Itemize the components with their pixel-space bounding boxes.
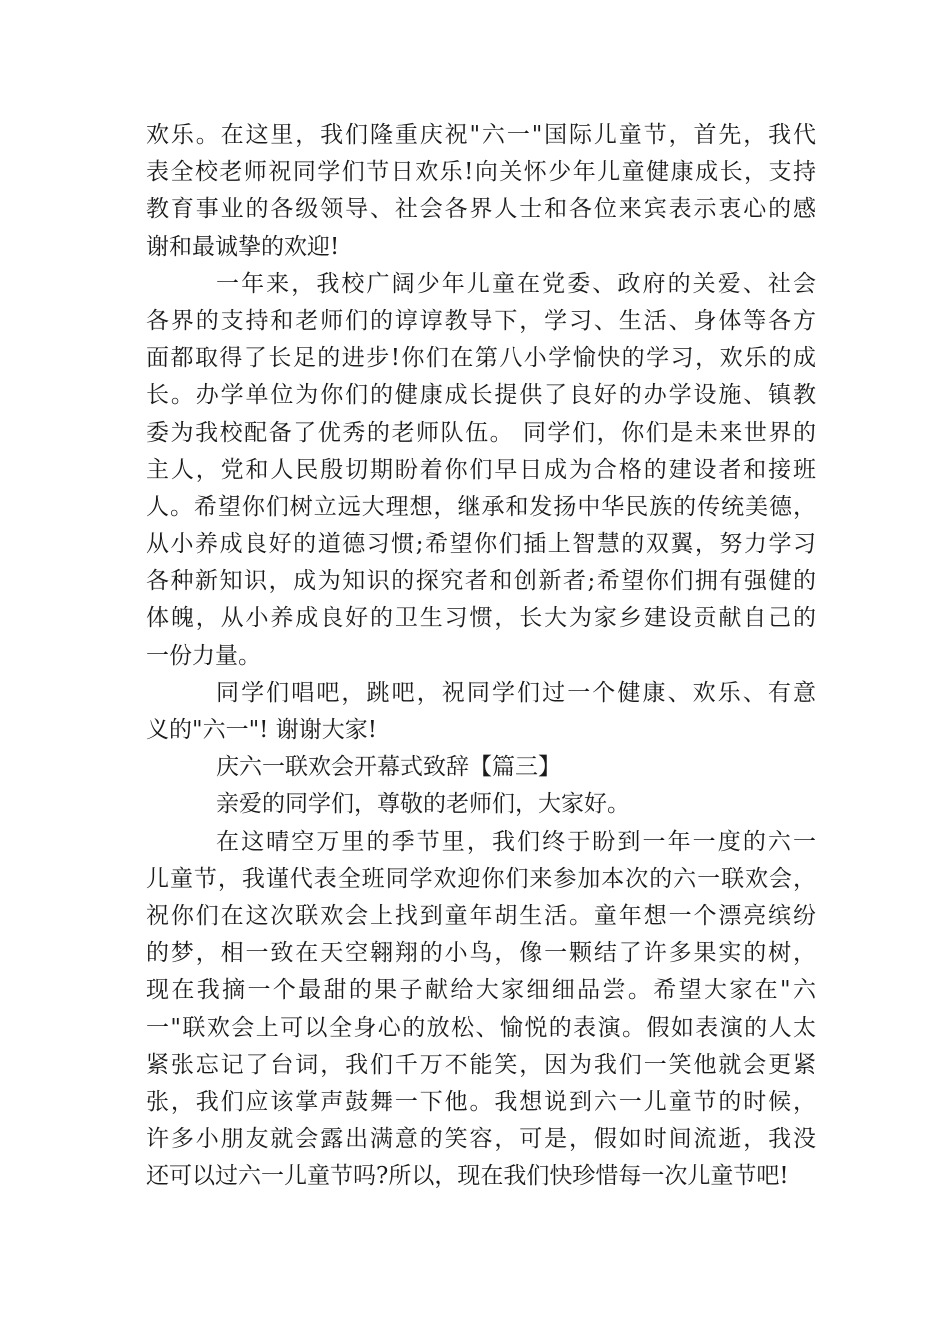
text-line: 祝你们在这次联欢会上找到童年胡生活。童年想一个漂亮缤纷 xyxy=(146,902,816,929)
text-line: 在这晴空万里的季节里，我们终于盼到一年一度的六一 xyxy=(216,828,816,855)
text-line: 的梦，相一致在天空翱翔的小鸟，像一颗结了许多果实的树， xyxy=(146,940,816,967)
body-text xyxy=(146,117,816,1195)
text-line: 紧张忘记了台词，我们千万不能笑，因为我们一笑他就会更紧 xyxy=(146,1051,816,1078)
text-line: 还可以过六一儿童节吗?所以，现在我们快珍惜每一次儿童节吧! xyxy=(146,1163,789,1190)
text-line: 一年来，我校广阔少年儿童在党委、政府的关爱、社会 xyxy=(216,270,816,297)
text-line: 谢和最诚挚的欢迎! xyxy=(146,233,340,260)
text-line: 表全校老师祝同学们节日欢乐!向关怀少年儿童健康成长，支持 xyxy=(146,159,816,186)
text-line: 义的"六一"! 谢谢大家! xyxy=(146,717,377,743)
text-line: 各界的支持和老师们的谆谆教导下，学习、生活、身体等各方 xyxy=(146,307,816,334)
text-line: 儿童节，我谨代表全班同学欢迎你们来参加本次的六一联欢会， xyxy=(146,865,816,892)
text-line: 许多小朋友就会露出满意的笑容，可是，假如时间流逝，我没 xyxy=(146,1126,816,1153)
text-line: 一份力量。 xyxy=(146,642,261,669)
text-line: 各种新知识，成为知识的探究者和创新者;希望你们拥有强健的 xyxy=(146,568,816,595)
text-line: 现在我摘一个最甜的果子献给大家细细品尝。希望大家在"六 xyxy=(146,977,816,1004)
text-line: 长。办学单位为你们的健康成长提供了良好的办学设施、镇教 xyxy=(146,382,816,409)
text-line: 一"联欢会上可以全身心的放松、愉悦的表演。假如表演的人太 xyxy=(146,1014,816,1041)
text-line: 从小养成良好的道德习惯;希望你们插上智慧的双翼，努力学习 xyxy=(146,531,816,558)
text-line: 庆六一联欢会开幕式致辞【篇三】 xyxy=(216,754,561,781)
text-line: 面都取得了长足的进步!你们在第八小学愉快的学习，欢乐的成 xyxy=(146,345,816,372)
text-line: 同学们唱吧，跳吧，祝同学们过一个健康、欢乐、有意 xyxy=(216,679,816,706)
text-line: 委为我校配备了优秀的老师队伍。 同学们，你们是未来世界的 xyxy=(146,419,816,446)
text-line: 欢乐。在这里，我们隆重庆祝"六一"国际儿童节，首先，我代 xyxy=(146,122,816,148)
text-line: 主人，党和人民殷切期盼着你们早日成为合格的建设者和接班 xyxy=(146,456,816,483)
text-line: 张，我们应该掌声鼓舞一下他。我想说到六一儿童节的时候， xyxy=(146,1088,816,1115)
text-line: 人。希望你们树立远大理想，继承和发扬中华民族的传统美德， xyxy=(146,493,816,520)
text-line: 体魄，从小养成良好的卫生习惯，长大为家乡建设贡献自己的 xyxy=(146,605,816,632)
text-line: 亲爱的同学们，尊敬的老师们，大家好。 xyxy=(216,791,630,818)
text-line: 教育事业的各级领导、社会各界人士和各位来宾表示衷心的感 xyxy=(146,196,816,223)
